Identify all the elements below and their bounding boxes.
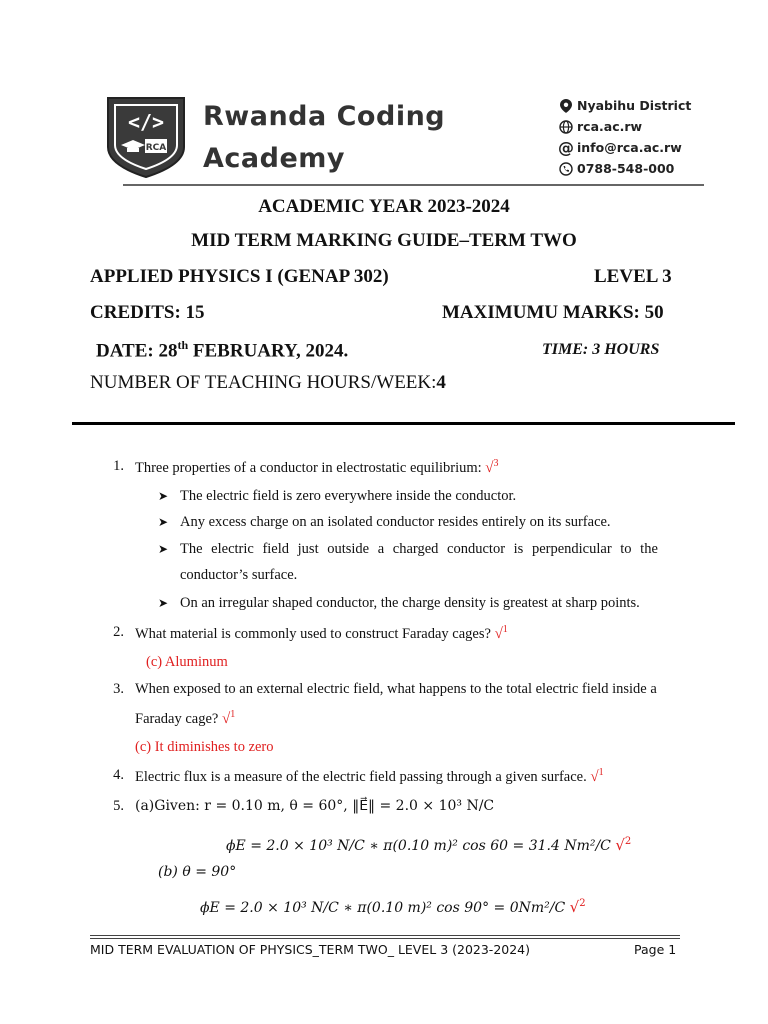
date-suffix: FEBRUARY, 2024.	[188, 340, 349, 362]
list-item	[158, 541, 678, 558]
question-text: Faraday cage?	[135, 711, 222, 727]
question-number: 4.	[113, 767, 124, 783]
globe-icon	[558, 119, 574, 135]
page-number: Page 1	[634, 942, 677, 957]
checkmark-icon: √$^1$	[494, 624, 508, 642]
email-text[interactable]: info@rca.ac.rw	[577, 140, 682, 155]
question-3-continuation	[135, 709, 235, 728]
arrow-bullet-icon: ➤	[158, 489, 169, 503]
exam-time: TIME: 3 HOURS	[542, 341, 660, 358]
bullet-text: The electric field just outside a charged conductor is perpendicular to the	[180, 541, 658, 557]
mark-value: 1	[598, 767, 604, 778]
course-name: APPLIED PHYSICS I (GENAP 302)	[90, 266, 389, 287]
footer-divider	[90, 938, 680, 939]
date-sup: th	[177, 338, 189, 352]
footer-divider	[90, 935, 680, 936]
brand-line-2: Academy	[203, 143, 345, 174]
answer-3: (c) It diminishes to zero	[135, 739, 274, 755]
question-number: 3.	[113, 681, 124, 697]
brand-line-1: Rwanda Coding	[203, 101, 446, 132]
brand-name	[203, 96, 445, 180]
mark-value: 1	[502, 624, 508, 635]
footer-title: MID TERM EVALUATION OF PHYSICS_TERM TWO_ LEVEL 3 (2023-2024)	[90, 942, 531, 957]
equation-b	[200, 898, 586, 916]
contact-email[interactable]	[558, 137, 691, 158]
arrow-bullet-icon: ➤	[158, 596, 169, 610]
max-marks: MAXIMUMU MARKS: 50	[442, 302, 664, 323]
svg-text:</>: </>	[127, 110, 165, 134]
mark-value: 1	[230, 709, 236, 720]
question-text: Electric flux is a measure of the electric field passing through a given surface.	[135, 769, 591, 785]
question-text: Three properties of a conductor in electrostatic equilibrium:	[135, 460, 486, 476]
phone-text[interactable]: 0788-548-000	[577, 161, 675, 176]
mark-value: 3	[493, 458, 499, 469]
teaching-hours-label: NUMBER OF TEACHING HOURS/WEEK:	[90, 372, 437, 393]
header-divider	[123, 184, 704, 186]
part-b: (b) θ = 90°	[158, 864, 237, 880]
bullet-text: On an irregular shaped conductor, the charge density is greatest at sharp points.	[180, 595, 640, 611]
district-text: Nyabihu District	[577, 98, 692, 113]
equation-text: ϕE = 2.0 × 10³ N/C ∗ π(0.10 m)² cos 60 = 31.4 Nm²/C	[226, 838, 611, 854]
location-pin-icon	[558, 98, 574, 114]
teaching-hours	[90, 372, 446, 394]
phone-icon	[558, 161, 574, 177]
given-values: (a)Given: r = 0.10 m, θ = 60°, ‖E⃗‖ = 2.0 × 10³ N/C	[135, 798, 495, 814]
contact-block	[558, 95, 691, 179]
at-sign-icon: @	[558, 138, 574, 157]
contact-phone[interactable]	[558, 158, 691, 179]
credits: CREDITS: 15	[90, 302, 205, 323]
equation-text: ϕE = 2.0 × 10³ N/C ∗ π(0.10 m)² cos 90° = 0Nm²/C	[200, 900, 566, 916]
question-3	[114, 681, 657, 698]
question-text: When exposed to an external electric field, what happens to the total electric field inside a	[135, 681, 657, 697]
list-item-continuation: conductor’s surface.	[180, 567, 298, 583]
list-item	[158, 514, 611, 531]
contact-website[interactable]	[558, 116, 691, 137]
academic-year: ACADEMIC YEAR 2023-2024	[258, 196, 510, 217]
mark-value: 2	[579, 898, 586, 909]
question-number: 1.	[113, 458, 124, 474]
teaching-hours-value: 4	[436, 372, 446, 393]
answer-2: (c) Aluminum	[146, 654, 228, 670]
arrow-bullet-icon: ➤	[158, 515, 169, 529]
question-text: What material is commonly used to construct Faraday cages?	[135, 626, 495, 642]
mark-value: 2	[624, 836, 632, 847]
question-2	[114, 624, 508, 643]
guide-title: MID TERM MARKING GUIDE–TERM TWO	[191, 230, 577, 251]
checkmark-icon: √$^1$	[221, 709, 236, 727]
exam-date	[96, 338, 348, 362]
checkmark-icon: √$^2$	[569, 898, 586, 916]
checkmark-icon: √$^2$	[615, 836, 632, 854]
level: LEVEL 3	[594, 266, 672, 287]
list-item	[158, 488, 516, 505]
arrow-bullet-icon: ➤	[158, 542, 169, 556]
bullet-text: The electric field is zero everywhere inside the conductor.	[180, 488, 517, 504]
section-divider	[72, 422, 735, 425]
website-text[interactable]: rca.ac.rw	[577, 119, 643, 134]
question-4	[114, 767, 604, 786]
question-number: 5.	[113, 798, 124, 814]
checkmark-icon: √$^1$	[590, 767, 604, 785]
checkmark-icon: √$^3$	[485, 458, 499, 476]
equation-a	[226, 836, 631, 854]
question-number: 2.	[113, 624, 124, 640]
list-item	[158, 595, 640, 612]
question-1	[114, 458, 499, 477]
date-prefix: DATE: 28	[96, 340, 178, 362]
academy-logo	[105, 95, 187, 179]
question-5	[114, 798, 494, 815]
contact-district	[558, 95, 691, 116]
svg-text:RCA: RCA	[145, 143, 167, 153]
bullet-text: Any excess charge on an isolated conductor resides entirely on its surface.	[180, 514, 611, 530]
